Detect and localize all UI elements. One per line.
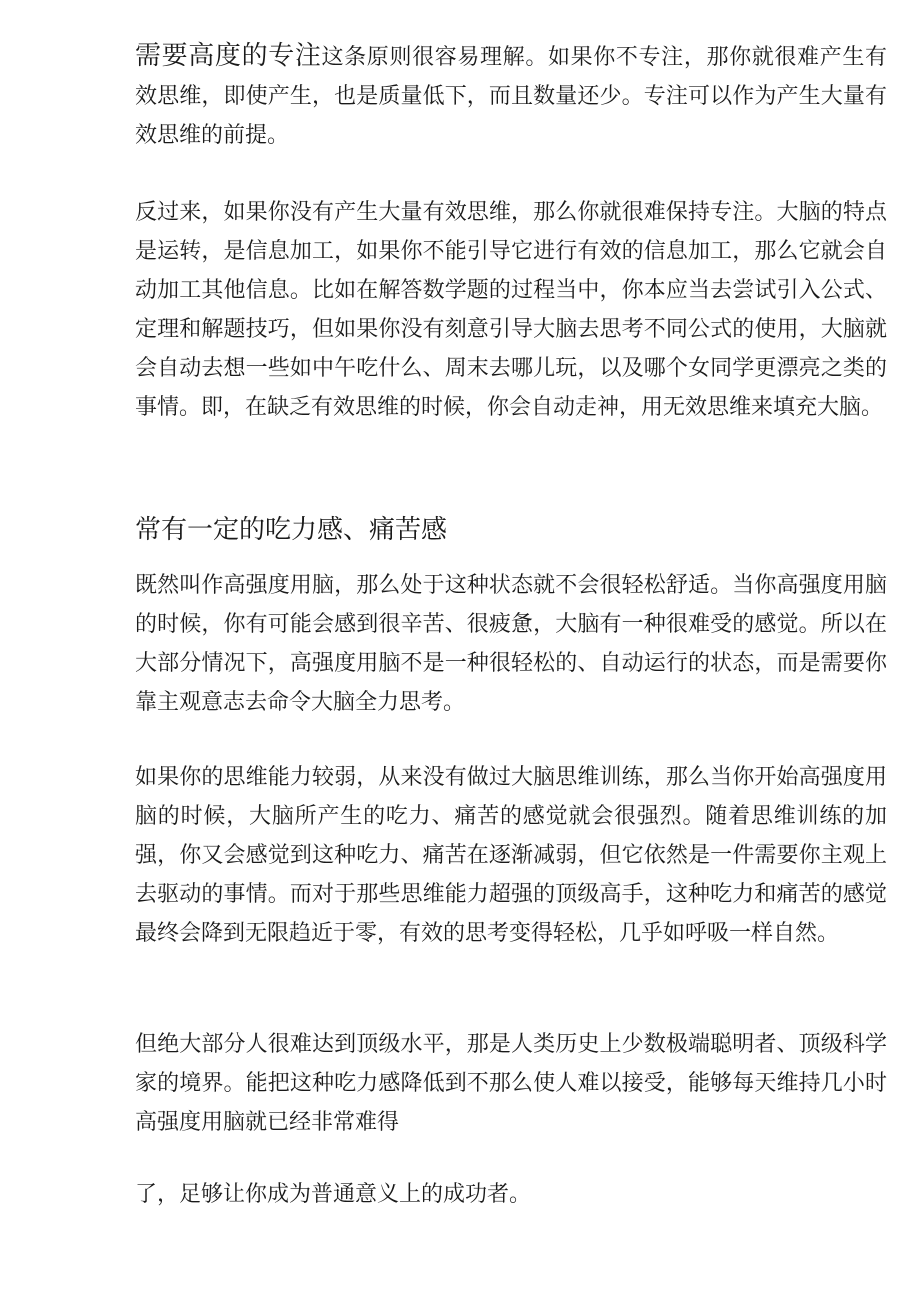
paragraph-top-level: 但绝大部分人很难达到顶级水平，那是人类历史上少数极端聪明者、顶级科学家的境界。能把这种吃力感降低到不那么使人难以接受，能够每天维持几小时高强度用脑就已经非常难得 — [135, 1032, 887, 1135]
paragraph-training: 如果你的思维能力较弱，从来没有做过大脑思维训练，那么当你开始高强度用脑的时候，大脑所产生的吃力、痛苦的感觉就会很强烈。随着思维训练的加强，你又会感觉到这种吃力、痛苦在逐渐减弱，但它依然是一件需要你主观上去驱动的事情。而对于那些思维能力超强的顶级高手，这种吃力和痛苦的感觉最终会降到无限趋近于零，有效的思考变得轻松，几乎如呼吸一样自然。 — [135, 765, 887, 946]
inline-heading: 需要高度的专注 — [135, 41, 322, 71]
paragraph-text: 这条原则很容易理解。如果你不专注，那你就很难产生有效思维，即使产生，也是质量低下，而且数量还少。专注可以作为产生大量有效思维的前提。 — [135, 45, 887, 148]
paragraph-effort: 既然叫作高强度用脑，那么处于这种状态就不会很轻松舒适。当你高强度用脑的时候，你有可能会感到很辛苦、很疲惫，大脑有一种很难受的感觉。所以在大部分情况下，高强度用脑不是一种很轻松的、自动运行的状态，而是需要你靠主观意志去命令大脑全力思考。 — [135, 573, 887, 715]
paragraph-success: 了，足够让你成为普通意义上的成功者。 — [135, 1182, 532, 1207]
paragraph-focus — [135, 37, 887, 155]
section-heading: 常有一定的吃力感、痛苦感 — [135, 515, 448, 545]
paragraph-reverse: 反过来，如果你没有产生大量有效思维，那么你就很难保持专注。大脑的特点是运转，是信息加工，如果你不能引导它进行有效的信息加工，那么它就会自动加工其他信息。比如在解答数学题的过程当中，你本应当去尝试引入公式、定理和解题技巧，但如果你没有刻意引导大脑去思考不同公式的使用，大脑就会自动去想一些如中午吃什么、周末去哪儿玩，以及哪个女同学更漂亮之类的事情。即，在缺乏有效思维的时候，你会自动走神，用无效思维来填充大脑。 — [135, 200, 887, 420]
